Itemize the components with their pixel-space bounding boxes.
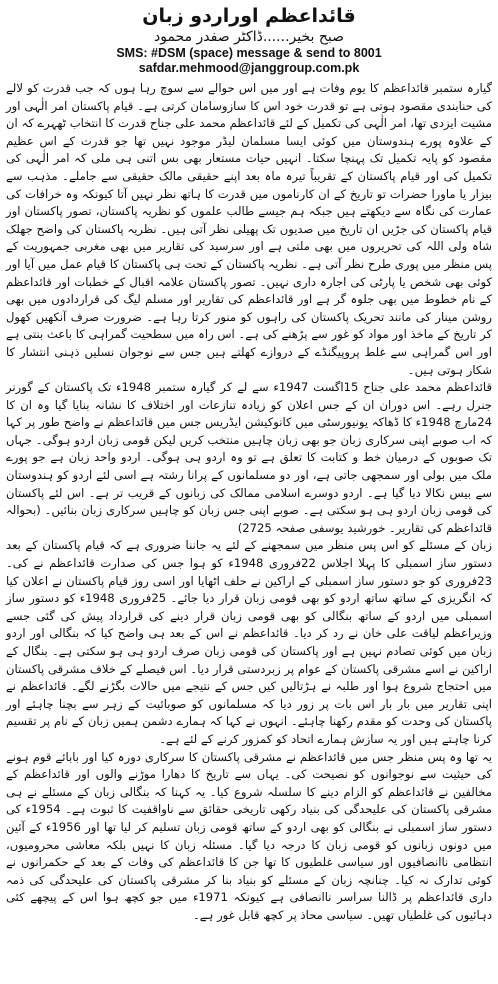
paragraph-3: زبان کے مسئلے کو اس پس منظر میں سمجھنے کے لئے یہ جاننا ضروری ہے کہ قیام پاکستان کے بعد دستور ساز اسمبلی کا پہلا اجلاس 22فروری 1948ء کو ہوا جس کی صدارت قائداعظم نے کی۔ 23فروری کو جو دستور ساز اسمبلی کے اراکین نے حلف اٹھایا اور اسی روز قیام پاکستان نے اعلان کیا کہ انگریزی کے ساتھ ساتھ اردو کو بھی قومی زبان قرار دیا جائے۔ 25فروری 1948ء کو دستور ساز اسمبلی میں اردو کے ساتھ بنگالی کو بھی قومی زبان قرار دینے کی قرارداد پیش کی گئی جسے وزیراعظم لیاقت علی خان نے رد کر دیا۔ قائداعظم نے اس کے بعد ہی واضح کیا کہ بنگالی اور اردو زبان میں کوئی تصادم نہیں ہے اور پاکستان کی قومی زبان صرف اردو ہی ہو سکتی ہے۔ بنگال کے اراکین نے اسے مشرقی پاکستان کے عوام پر زبردستی قرار دیا۔ اس فیصلے کے خلاف مشرقی پاکستان میں احتجاج شروع ہوا اور طلبہ نے ہڑتالیں کیں جس کے نتیجے میں حالات بگڑنے لگے۔ قائداعظم نے اپنی تقاریر میں بار بار اس بات پر زور دیا کہ مسلمانوں کو صوبائیت کے زہر سے بچنا چاہئے اور پاکستان کی وحدت کو مقدم رکھنا چاہئے۔ انہوں نے کہا کہ ہمارے دشمن ہمیں زبان کے نام پر تقسیم کرنا چاہتے ہیں اور یہ سازش ہمارے اتحاد کو کمزور کرنے کے لئے ہے۔ <box>6 538 492 746</box>
paragraph-1: گیارہ ستمبر قائداعظم کا یوم وفات ہے اور میں اس حوالے سے سوچ رہا ہوں کہ جب قدرت کو لالے کی حنابندی مقصود ہوتی ہے تو قدرت خود اس کا سازوسامان کرتی ہے۔ قیام پاکستان امر الٰہی اور مشیت ایزدی تھا، امر الٰہی کی تکمیل کے لئے قائداعظم محمد علی جناح قدرت کا انتخاب ٹھہرے کہ ان کے علاوہ پورے ہندوستان میں کوئی ایسا مسلمان لیڈر موجود نہیں تھا جو قدرت کے اس عظیم مقصود کو پایہ تکمیل تک پہنچا سکتا۔ انہیں حیات مستعار بھی بس اتنی ہی ملی کہ امر الٰہی کی تکمیل کی اور قیام پاکستان کے تقریباً تیرہ ماہ بعد اپنے حقیقی مالک حقیقی سے جاملے۔ مذہب سے بیزار یا ماورا حضرات تو تاریخ کے ان کارناموں میں قدرت کا ہاتھ نظر نہیں آتا کیونکہ وہ خرافات کی عمارت کی نگاہ سے دیکھتے ہیں جبکہ ہم جیسے طالب علموں کو نظریہ پاکستان، تصور پاکستان اور قیام پاکستان کی جڑیں ان تاریخ میں صدیوں تک پھیلی نظر آتی ہیں۔ نظریہ پاکستان کی واضح جھلک شاہ ولی اللہ کی تحریروں میں بھی ملتی ہے اور سرسید کی تقاریر میں بھی مغربی جمہوریت کے پس منظر میں پوری طرح نظر آتی ہے۔ نظریہ پاکستان کے تحت ہی پاکستان کا قیام عمل میں آیا اور کوئی بھی شخص یا پارٹی کی اجارہ داری نہیں۔ تصور پاکستان علامہ اقبال کے خطبات اور قائداعظم کے نام خطوط میں بھی جلوہ گر ہے اور قائداعظم کی تقاریر اور مسلم لیگ کی قراردادوں میں بھی روشن مینار کی مانند تحریک پاکستان کی راہوں کو منور کرتا رہا ہے۔ ضرورت صرف آنکھیں کھول کر تاریخ کے ماخذ اور مواد کو غور سے پڑھنے کی ہے۔ اس راہ میں سطحیت گمراہی کا باعث بنتی ہے اور اس گمراہی سے غلط پروپیگنڈے کے دروازے کھلتے ہیں جس سے نوجوان نسلیں ذہنی انتشار کا شکار ہوتی ہیں۔ <box>6 81 492 377</box>
author-email[interactable] <box>6 61 492 76</box>
paragraph-2: قائداعظم محمد علی جناح 15اگست 1947ء سے لے کر گیارہ ستمبر 1948ء تک پاکستان کے گورنر جنرل رہے۔ اس دوران ان کے جس اعلان کو زیادہ تنازعات اور اختلاف کا نشانہ بنایا گیا وہ ان کا 24مارچ 1948ء کا ڈھاکہ یونیورسٹی میں کانوکیشن ایڈریس جس میں قائداعظم نے واضح طور پر کہا کہ اب صوبے اپنی سرکاری زبان جو بھی زبان چاہیں منتخب کریں لیکن قومی زبان اردو ہوگی۔ جہاں تک صوبوں کے درمیان خط و کتابت کا تعلق ہے تو وہ اردو ہی ہوگی۔ اردو واحد زبان ہے جو پورے ملک میں بولی اور سمجھی جاتی ہے، اور دو مسلمانوں کے پرانا رشتہ ہے اسی لئے اردو کو ہندوستان سے بیس نکالا دیا گیا ہے۔ اردو دوسرے اسلامی ممالک کی زبانوں کے قریب تر ہے۔ اس لئے پاکستان کی قومی زبان اردو ہی ہو سکتی ہے۔ صوبے اپنی جس زبان کو چاہیں سرکاری زبان بنائیں۔ (بحوالہ قائداعظم کی تقاریر۔ خورشید یوسفی صفحہ 2725) <box>6 380 492 535</box>
author-email-link[interactable]: safdar.mehmood@janggroup.com.pk <box>138 61 360 75</box>
article-body <box>6 80 492 925</box>
paragraph-4: یہ تھا وہ پس منظر جس میں قائداعظم نے مشرقی پاکستان کا سرکاری دورہ کیا اور بابائے قوم ہونے کی حیثیت سے نوجوانوں کو نصیحت کی۔ یہاں سے تاریخ کا دھارا موڑنے والوں اور قائداعظم کے مخالفین نے قائداعظم کو الزام دینے کا سلسلہ شروع کیا۔ یہ کہنا کہ بنگالی زبان کے مسئلے نے ہی مشرقی پاکستان کی علیحدگی کی بنیاد رکھی تاریخی حقائق سے ناواقفیت کا ثبوت ہے۔ 1954ء کی دستور ساز اسمبلی نے بنگالی کو بھی اردو کے ساتھ قومی زبان تسلیم کر لیا تھا اور 1956ء کے آئین میں دونوں زبانوں کو قومی زبان کا درجہ دیا گیا۔ مسئلہ زبان کا نہیں بلکہ معاشی محرومیوں، انتظامی ناانصافیوں اور سیاسی غلطیوں کا تھا جن کا قائداعظم کی وفات کے بعد کے حکمرانوں نے کوئی تدارک نہ کیا۔ چنانچہ زبان کے مسئلے کو بنیاد بنا کر مشرقی پاکستان کی علیحدگی کی ذمہ داری قائداعظم پر ڈالنا سراسر ناانصافی ہے کیونکہ 1971ء میں جو کچھ ہوا اس کے پیچھے کئی دہائیوں کی غلطیاں تھیں۔ سیاسی محاذ پر کچھ قابل غور ہے۔ <box>6 749 493 922</box>
article-header <box>6 4 492 76</box>
sms-info: SMS: #DSM (space) message & send to 8001 <box>116 46 382 60</box>
author-byline: صبح بخیر......ڈاکٹر صفدر محمود <box>154 29 344 45</box>
article-title: قائداعظم اوراردو زبان <box>142 5 356 27</box>
